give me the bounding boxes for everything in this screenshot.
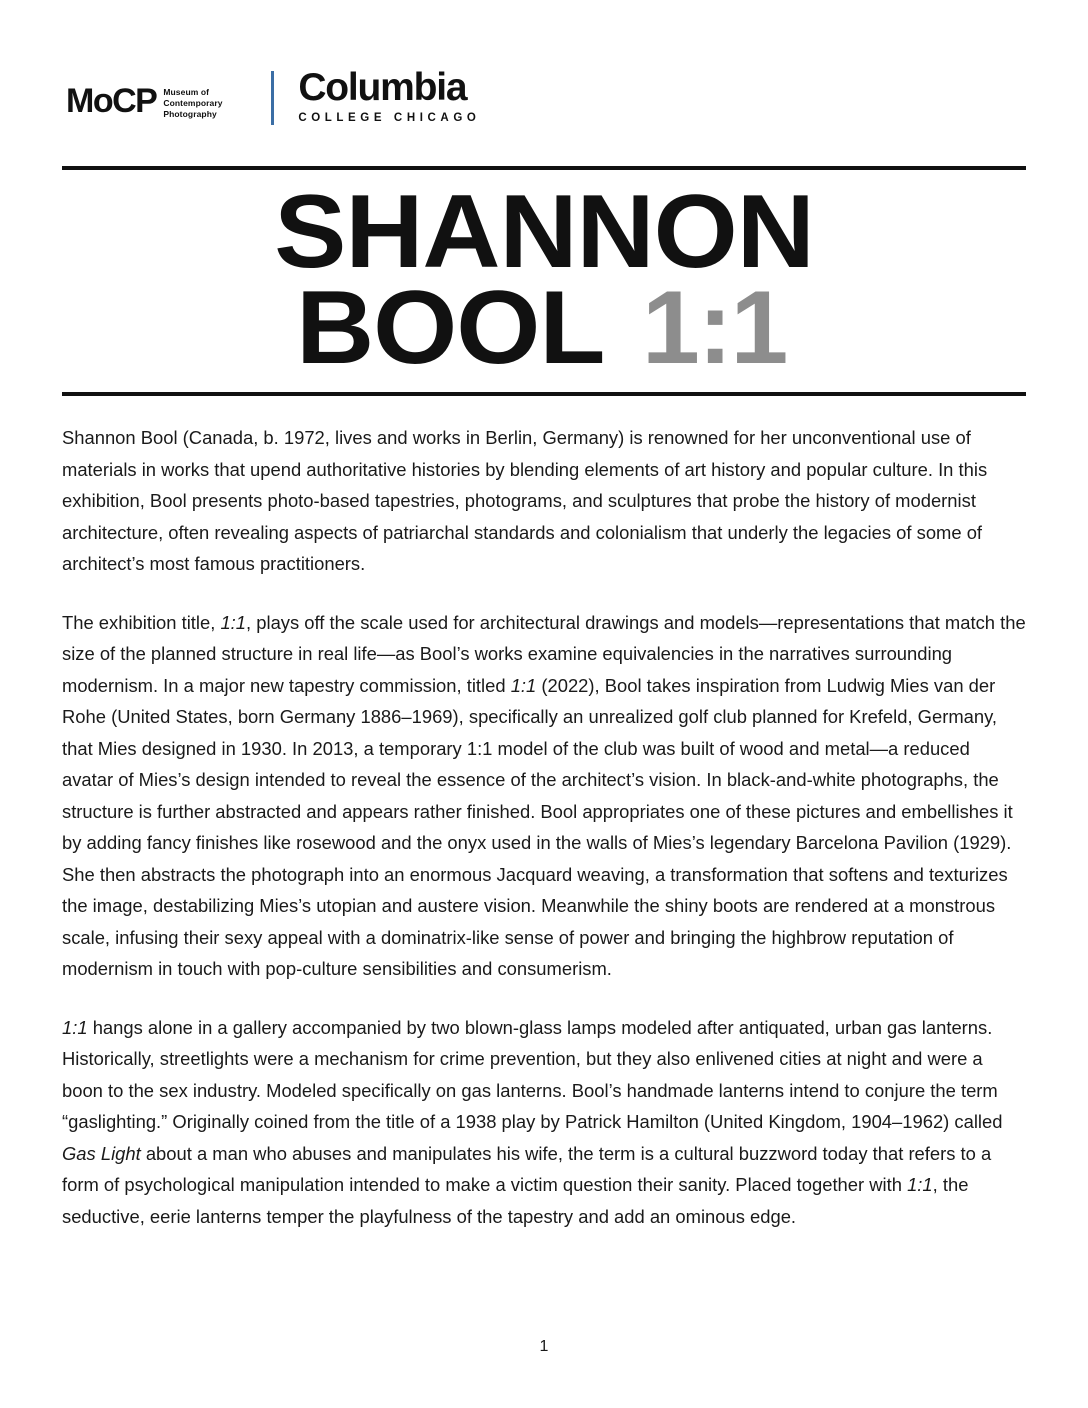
p3-text-c: , the seductive, eerie lanterns temper the playfulness of the tapestry and add an ominous edge. [62,1174,969,1227]
columbia-subtitle: COLLEGE CHICAGO [298,112,481,124]
p3-text-a: hangs alone in a gallery accompanied by two blown-glass lamps modeled after antiquated, urban gas lanterns. Historically, streetlights were a mechanism for crime prevention, but they also enlivened cities at night and were a boon to the sex industry. Modeled specifically on gas lanterns. Bool’s handmade lanterns intend to conjure the term “gaslighting.” Originally coined from the title of a 1938 play by Patrick Hamilton (United Kingdom, 1904–1962) called [62,1016,1003,1132]
p2-text-c: (2022), Bool takes inspiration from Ludwig Mies van der Rohe (United States, born Germany 1886–1969), specifically an unrealized golf club planned for Krefeld, Germany, that Mies designed in 1930. In 2013, a temporary 1:1 model of the club was built of wood and metal—a reduced avatar of Mies’s design intended to reveal the essence of the architect’s vision. In black-and-white photographs, the structure is further abstracted and appears rather finished. Bool appropriates one of these pictures and embellishes it by adding fancy finishes like rosewood and the onyx used in the walls of Mies’s legendary Barcelona Pavilion (1929). She then abstracts the photograph into an enormous Jacquard weaving, a transformation that softens and texturizes the image, destabilizing Mies’s utopian and austere vision. Meanwhile the shiny boots are rendered at a monstrous scale, infusing their sexy appeal with a dominatrix-like sense of power and bringing the highbrow reputation of modernism in touch with pop-culture sensibilities and consumerism. [62,674,1013,979]
p3-italic-title-1: 1:1 [62,1016,88,1038]
paragraph-3 [62,1012,1026,1233]
paragraph-2 [62,607,1026,985]
p2-italic-title-2: 1:1 [510,674,537,696]
title-last-name: BOOL [295,270,604,386]
columbia-wordmark: Columbia [298,66,467,109]
title-first-name: SHANNON [274,174,814,290]
p3-italic-title-2: Gas Light [62,1142,141,1164]
p3-text-b: about a man who abuses and manipulates his wife, the term is a cultural buzzword today that refers to a form of psychological manipulation intended to make a victim question their sanity. Placed together with [62,1142,992,1195]
p2-text-b: , plays off the scale used for architectural drawings and models—representations that match the size of the planned structure in real life—as Bool’s works examine equivalencies in the narratives surrounding modernism. In a major new tapestry commission, titled [62,611,1026,696]
p2-text-a: The exhibition title, [62,611,221,633]
mocp-logo [66,81,247,120]
columbia-logo [298,68,480,124]
body-text [62,396,1026,1232]
mocp-wordmark: MoCP [66,82,157,120]
masthead [62,0,1026,144]
exhibition-title [62,170,1026,386]
title-second-line [62,270,1026,386]
p2-italic-title-1: 1:1 [220,611,247,633]
paragraph-1: Shannon Bool (Canada, b. 1972, lives and works in Berlin, Germany) is renowned for her unconventional use of materials in works that upend authoritative histories by blending elements of art history and popular culture. In this exhibition, Bool presents photo-based tapestries, photograms, and sculptures that probe the history of modernist architecture, often revealing aspects of patriarchal standards and colonialism that underly the legacies of some of architect’s most famous practitioners. [62,427,988,574]
title-ratio: 1:1 [642,270,787,386]
logo-divider [271,71,274,125]
page-number: 1 [539,1338,549,1355]
p3-italic-title-3: 1:1 [907,1174,933,1195]
mocp-full-name: Museum of Contemporary Photography [163,87,223,119]
